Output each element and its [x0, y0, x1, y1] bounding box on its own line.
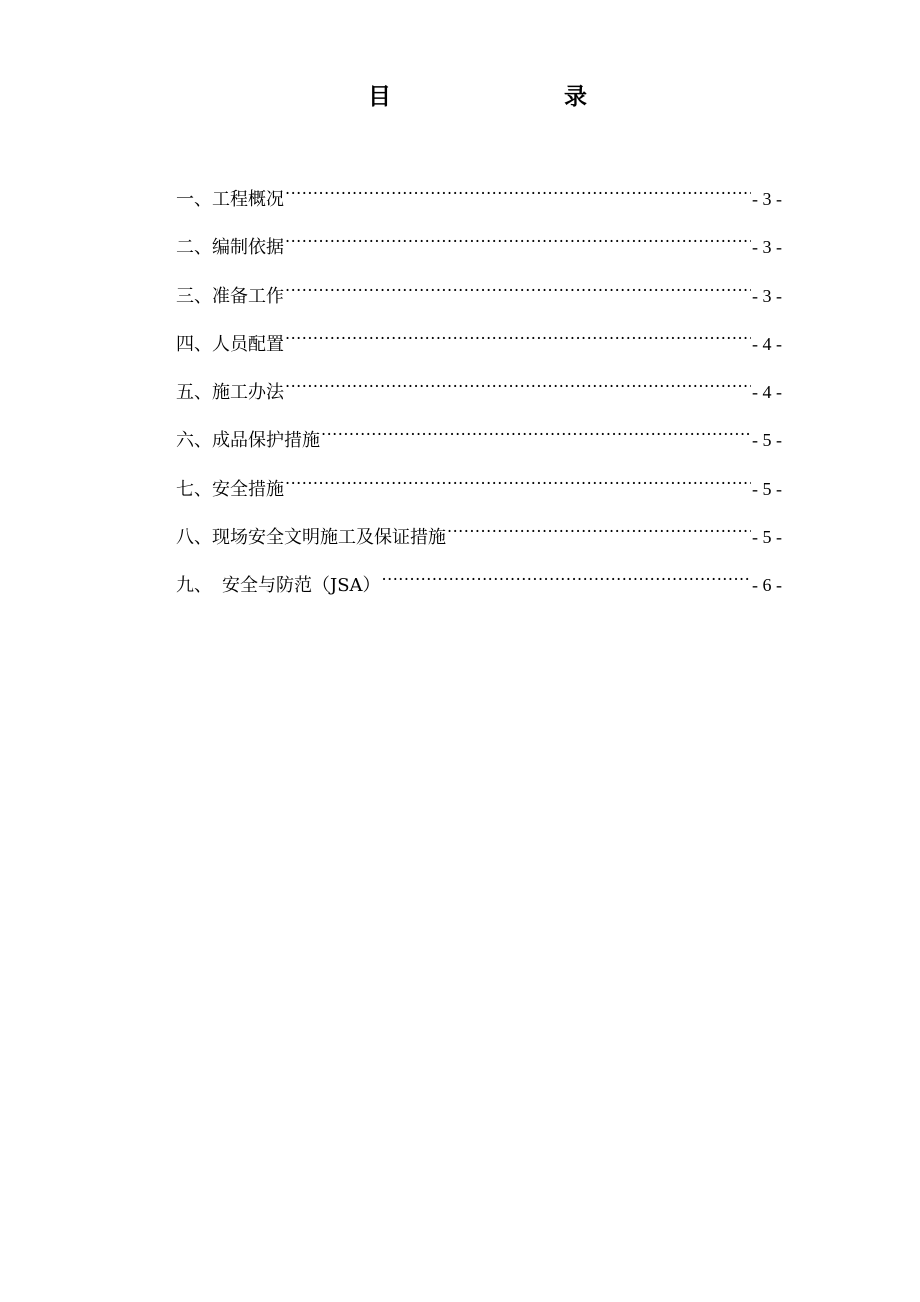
toc-dot-leader: [321, 418, 751, 446]
toc-title-char-1: 目: [368, 84, 391, 110]
toc-entry-page: - 3 -: [752, 189, 782, 209]
toc-entry-4[interactable]: [176, 322, 782, 370]
toc-entry-page: - 3 -: [752, 237, 782, 258]
toc-title-char-2: 录: [564, 84, 587, 110]
toc-entry-page: - 4 -: [752, 333, 782, 354]
toc-entry-page: - 5 -: [752, 478, 782, 499]
toc-entry-text: 安全与防范（JSA）: [222, 575, 381, 597]
toc-entry-6[interactable]: [176, 418, 782, 466]
toc-entry-text: 现场安全文明施工及保证措施: [212, 527, 446, 549]
toc-entry-text: 人员配置: [212, 333, 284, 355]
toc-entry-page: - 3 -: [752, 285, 782, 306]
toc-entry-page: - 5 -: [752, 430, 782, 451]
toc-entry-text: 编制依据: [212, 237, 284, 259]
toc-entry-text: 施工办法: [212, 382, 284, 404]
toc-dot-leader: [285, 225, 751, 253]
toc-dot-leader: [285, 177, 751, 205]
toc-entry-5[interactable]: [176, 370, 782, 418]
toc-entry-number: 六、: [176, 430, 212, 452]
toc-entry-number: 一、: [176, 189, 212, 210]
toc-dot-leader: [285, 370, 751, 398]
toc-entry-2[interactable]: [176, 225, 782, 273]
toc-dot-leader: [447, 515, 751, 543]
toc-dot-leader: [285, 322, 751, 350]
toc-entry-number: 九、: [176, 575, 212, 597]
toc-entry-1[interactable]: [176, 177, 782, 225]
toc-entry-text: 成品保护措施: [212, 430, 320, 452]
toc-entry-number: 二、: [176, 237, 212, 259]
toc-entry-9[interactable]: [176, 563, 782, 611]
toc-dot-leader: [285, 467, 751, 495]
toc-title: [0, 78, 920, 112]
toc-entry-7[interactable]: [176, 467, 782, 515]
toc-entry-number: 四、: [176, 333, 212, 355]
toc-entry-3[interactable]: [176, 274, 782, 322]
toc-entry-page: - 4 -: [752, 382, 782, 403]
toc-entry-text: 工程概况: [212, 189, 284, 210]
toc-entry-8[interactable]: [176, 515, 782, 563]
toc-entry-page: - 5 -: [752, 527, 782, 548]
toc-list: [176, 177, 782, 612]
toc-dot-leader: [382, 563, 751, 591]
toc-entry-number: 三、: [176, 285, 212, 307]
toc-entry-text: 准备工作: [212, 285, 284, 307]
toc-entry-number: 七、: [176, 478, 212, 500]
toc-entry-text: 安全措施: [212, 478, 284, 500]
toc-entry-number: 五、: [176, 382, 212, 404]
toc-entry-page: - 6 -: [752, 575, 782, 596]
toc-dot-leader: [285, 274, 751, 302]
toc-entry-number: 八、: [176, 527, 212, 549]
